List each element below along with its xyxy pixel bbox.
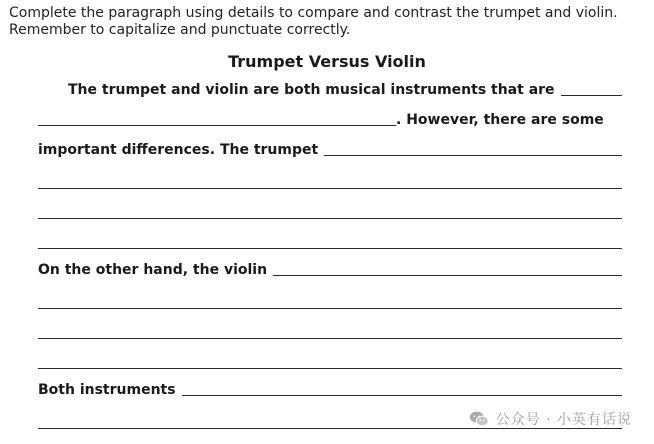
answer-blank-3[interactable] xyxy=(324,155,622,156)
answer-line-6[interactable] xyxy=(38,248,622,249)
paragraph-line-7-text: On the other hand, the violin xyxy=(38,262,268,278)
worksheet-title: Trumpet Versus Violin xyxy=(228,52,426,71)
paragraph-line-1-text: The trumpet and violin are both musical instruments that are xyxy=(68,82,555,98)
answer-line-9[interactable] xyxy=(38,338,622,339)
answer-blank-2[interactable] xyxy=(38,125,396,126)
paragraph-line-7 xyxy=(38,258,622,278)
paragraph-line-2-text: . However, there are some xyxy=(396,112,604,128)
instructions-line-2: Remember to capitalize and punctuate correctly. xyxy=(9,22,351,38)
paragraph-line-2 xyxy=(38,108,622,128)
answer-blank-11[interactable] xyxy=(182,395,622,396)
paragraph-line-3-text: important differences. The trumpet xyxy=(38,142,319,158)
answer-line-5[interactable] xyxy=(38,218,622,219)
paragraph-line-11 xyxy=(38,378,622,398)
watermark-text: 公众号 · 小英有话说 xyxy=(495,412,632,428)
answer-blank-7[interactable] xyxy=(273,275,622,276)
instructions xyxy=(9,5,649,39)
answer-line-8[interactable] xyxy=(38,308,622,309)
wechat-icon xyxy=(468,408,490,430)
paragraph-line-11-text: Both instruments xyxy=(38,382,176,398)
answer-blank-1[interactable] xyxy=(561,95,622,96)
answer-line-4[interactable] xyxy=(38,188,622,189)
paragraph-line-3 xyxy=(38,138,622,158)
answer-line-10[interactable] xyxy=(38,368,622,369)
watermark xyxy=(468,408,632,430)
instructions-line-1: Complete the paragraph using details to compare and contrast the trumpet and violin. xyxy=(9,5,618,21)
paragraph-line-1 xyxy=(68,78,622,98)
